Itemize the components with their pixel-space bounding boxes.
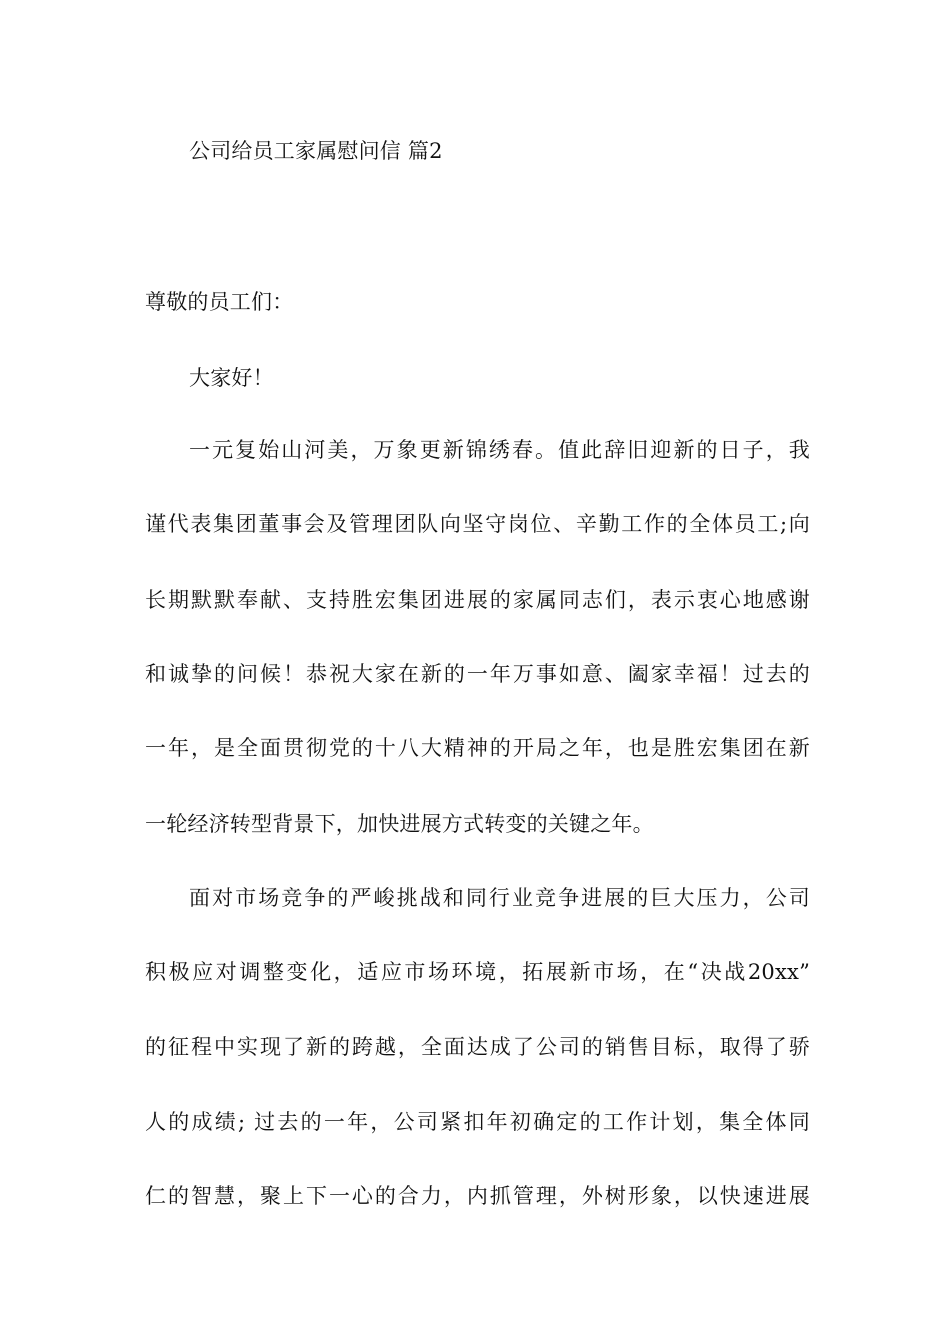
paragraph-line: 长期默默奉献、支持胜宏集团进展的家属同志们，表示衷心地感谢 <box>145 588 810 612</box>
paragraph-line: 和诚挚的问候！恭祝大家在新的一年万事如意、阖家幸福！过去的 <box>145 662 810 686</box>
letter-title: 公司给员工家属慰问信 篇2 <box>189 139 443 163</box>
paragraph-line: 一元复始山河美，万象更新锦绣春。值此辞旧迎新的日子，我 <box>189 438 810 462</box>
paragraph-line: 一年，是全面贯彻党的十八大精神的开局之年，也是胜宏集团在新 <box>145 736 810 760</box>
paragraph-line: 面对市场竞争的严峻挑战和同行业竞争进展的巨大压力，公司 <box>189 886 810 910</box>
greeting: 大家好！ <box>189 366 274 390</box>
salutation: 尊敬的员工们： <box>145 290 294 314</box>
paragraph-line: 谨代表集团董事会及管理团队向坚守岗位、辛勤工作的全体员工;向 <box>145 512 810 536</box>
paragraph-line: 一轮经济转型背景下，加快进展方式转变的关键之年。 <box>145 812 654 836</box>
paragraph-line: 的征程中实现了新的跨越，全面达成了公司的销售目标，取得了骄 <box>145 1035 810 1059</box>
paragraph-line: 仁的智慧，聚上下一心的合力，内抓管理，外树形象，以快速进展 <box>145 1184 810 1208</box>
paragraph-line: 积极应对调整变化，适应市场环境，拓展新市场，在“决战20xx” <box>145 960 810 984</box>
paragraph-line: 人的成绩; 过去的一年，公司紧扣年初确定的工作计划，集全体同 <box>145 1110 810 1134</box>
